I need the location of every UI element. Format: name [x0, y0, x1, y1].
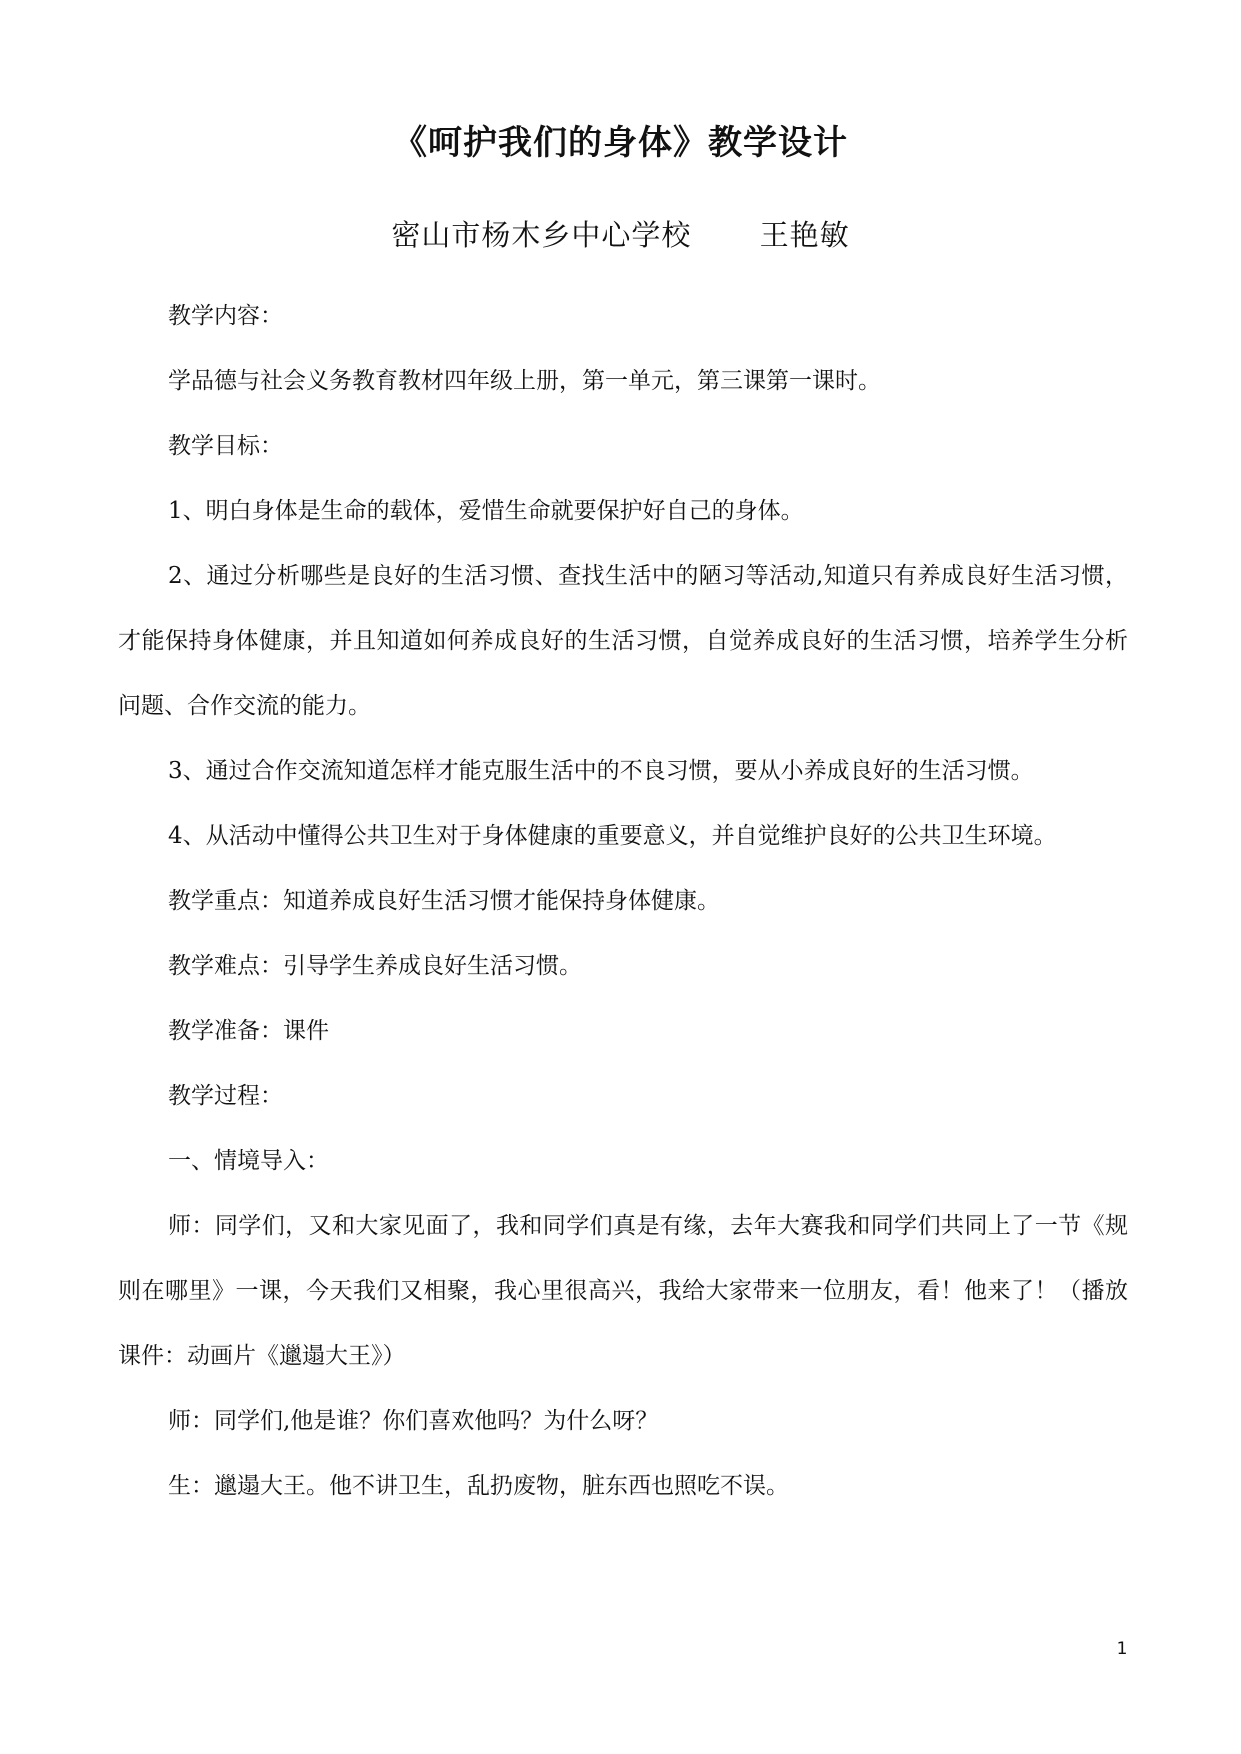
objective-3: 3、通过合作交流知道怎样才能克服生活中的不良习惯，要从小养成良好的生活习惯。: [168, 758, 1034, 784]
objective-2: 2、通过分析哪些是良好的生活习惯、查找生活中的陋习等活动,知道只有养成良好生活习惯，才能保持身体健康，并且知道如何养成良好的生活习惯，自觉养成良好的生活习惯，培养学生分析问题、合作交流的能力。: [118, 563, 1128, 719]
teacher-line-2: 师：同学们,他是谁？你们喜欢他吗？为什么呀？: [168, 1408, 659, 1434]
teacher-line-1: 师：同学们，又和大家见面了，我和同学们真是有缘，去年大赛我和同学们共同上了一节《规则在哪里》一课，今天我们又相聚，我心里很高兴，我给大家带来一位朋友，看！他来了！（播放课件：动画片《邋遢大王》）: [118, 1213, 1128, 1369]
paragraph-content: 学品德与社会义务教育教材四年级上册，第一单元，第三课第一课时。: [168, 368, 881, 394]
document-body: [118, 284, 1128, 1519]
student-line-1: 生：邋遢大王。他不讲卫生，乱扔废物，脏东西也照吃不误。: [168, 1473, 789, 1499]
section-heading-content: 教学内容：: [168, 303, 283, 329]
school-name: 密山市杨木乡中心学校: [391, 218, 692, 252]
objective-1: 1、明白身体是生命的载体，爱惜生命就要保护好自己的身体。: [168, 498, 804, 524]
document-title: 《呵护我们的身体》教学设计: [393, 123, 848, 163]
page-number: 1: [1116, 1639, 1128, 1659]
byline: [0, 213, 1241, 257]
key-point: 教学重点：知道养成良好生活习惯才能保持身体健康。: [168, 888, 720, 914]
author-name: 王艳敏: [759, 218, 850, 252]
objective-4: 4、从活动中懂得公共卫生对于身体健康的重要意义，并自觉维护良好的公共卫生环境。: [168, 823, 1057, 849]
section-heading-intro: 一、情境导入：: [168, 1148, 329, 1174]
section-heading-objectives: 教学目标：: [168, 433, 283, 459]
difficult-point: 教学难点：引导学生养成良好生活习惯。: [168, 953, 582, 979]
preparation: 教学准备：课件: [168, 1018, 329, 1044]
section-heading-process: 教学过程：: [168, 1083, 283, 1109]
